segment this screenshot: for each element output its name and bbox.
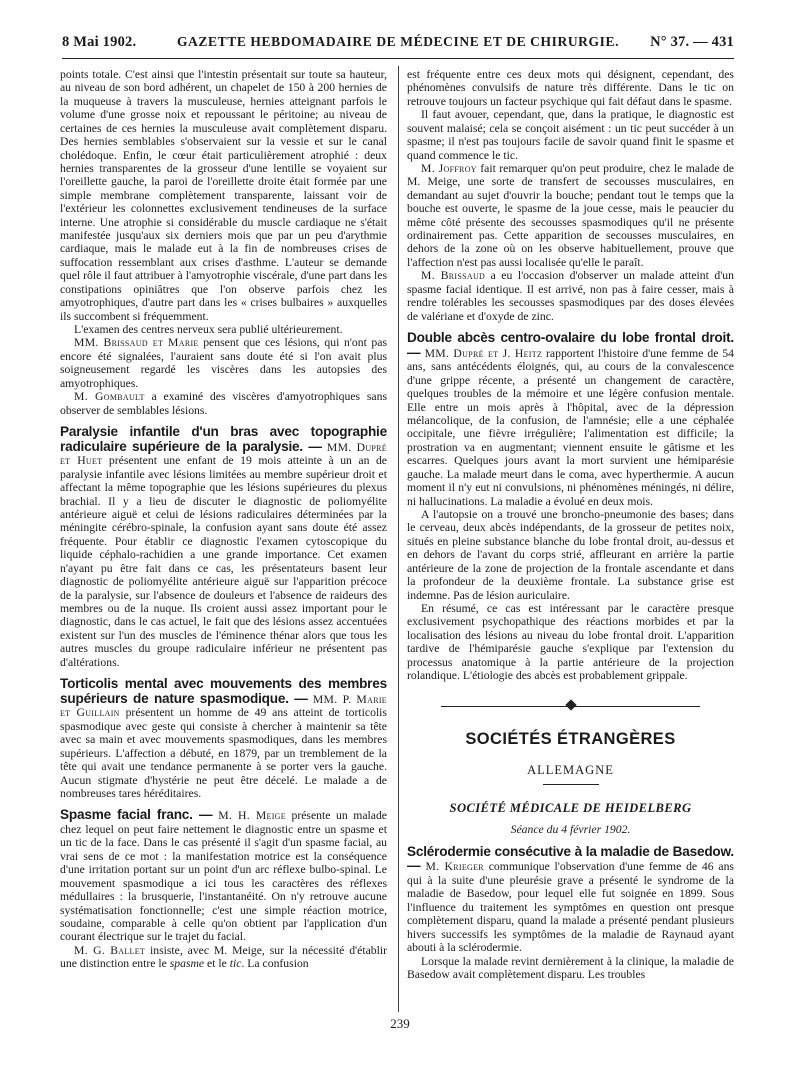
author-names: MM. Brissaud et Marie (74, 336, 199, 350)
paragraph (407, 162, 734, 269)
article-abces (407, 331, 734, 508)
italic-term: spasme (169, 957, 205, 971)
author-names: M. H. Meige (212, 809, 286, 823)
article-paralysie (60, 425, 387, 669)
paragraph-text: présentent une enfant de 19 mois atteinte à un an de paralysie infantile avec lésions limitées au membre supérieur droit et affectant la même topographie que les lésions supérieures du plexus brachial. Il y a lieu de discuter le diagnostic de poliomyélite antérieure aiguë et celui de lésions radiculaires déterminées par la méningite cérébro-spinale, la confusion ayant sans doute été assez fréquente. Pour établir ce diagnostic l'examen cytoscopique du liquide céphalo-rachidien a une grande importance. Cet examen n'ayant pu être fait dans ce cas, les présentateurs basent leur diagnostic de poliomyélite antérieure aiguë sur l'apparition précoce de la paralysie, sur l'absence de douleurs et l'absence de raideurs des membres ou de la nuque. Ils croient aussi assez important pour le diagnostic, dans le cas actuel, le fait que des lésions assez accentuées existent sur l'un des muscles de l'éminence thénar alors que tous les autres muscles du groupe radiculaire inférieur ne présentent pas d'altérations. (60, 454, 387, 669)
header-rule (62, 58, 734, 59)
left-column (60, 68, 387, 971)
paragraph-text: a examiné des viscères d'amyotrophiques sans observer de semblables lésions. (60, 390, 387, 417)
paragraph-text: insiste, avec M. Meige, sur la nécessité d'établir une distinction entre le (60, 943, 387, 971)
section-title: SOCIÉTÉS ÉTRANGÈRES (465, 730, 676, 749)
paragraph-text: fait remarquer qu'on peut produire, chez le malade de M. Meige, une sorte de transfert de secousses musculaires, en demandant au sujet d'ouvrir la bouche; pendant tout le temps que la bouche est ouverte, le spasme de la joue cesse, mais le peaucier du même côté présente des secousses spasmodiques qu'il ne présente ordinairement pas. Cette apparition de secousses musculaires, en dehors de la zone où on les observe habituellement, prouve que l'affection n'est pas aussi localisée qu'elle le paraît. (407, 161, 734, 269)
paragraph-text: pensent que ces lésions, qui n'ont pas encore été signalées, l'auraient sans doute été si l'on avait plus soigneusement regardé les viscères dans les autopsies des amyotrophiques. (60, 336, 387, 390)
author-names: MM. P. Marie et Guillain (60, 692, 387, 720)
author-names: M. Joffroy (421, 161, 477, 175)
page-number: 239 (390, 1016, 410, 1031)
paragraph: En résumé, ce cas est intéressant par le caractère presque exclusivement psychopathique des réactions morbides et par la localisation des lésions au niveau du lobe frontal droit. L'apparition tardive de l'hémiparésie gauche s'explique par l'extension du processus anatomique à la partie antérieure de la projection rolandique. L'étiologie des abcès est probablement grippale. (407, 601, 734, 683)
society-title: SOCIÉTÉ MÉDICALE DE HEIDELBERG (449, 800, 692, 815)
article-heading: Double abcès centro-ovalaire du lobe frontal droit. — (407, 330, 734, 360)
author-names: M. G. Ballet (74, 943, 146, 957)
paragraph-text: rapportent l'histoire d'une femme de 54 ans, sans antécédents éloignés, qui, au cours de la convalescence d'une grippe récente, a présenté un changement de caractère, quelques troubles de la mémoire et une légère confusion mentale. Elle entre un mois après à l'hôpital, avec de la dépression mélancolique, de la confusion, de l'amnésie; elle a une céphalée occipitale, une fièvre irrégulière; l'alimentation est difficile; la prostration va en augmentant; viennent ensuite le gâtisme et les escarres. Quelques jours avant la mort survient une hémiparésie gauche. La malade meurt dans le coma, avec hyperthermie. A aucun moment il n'y eut ni convulsions, ni phénomènes méningés, ni délire, ni hallucinations. La maladie a évolué en deux mois. (407, 346, 734, 508)
article-heading: Paralysie infantile d'un bras avec topographie radiculaire supérieure de la paralysie. — (60, 423, 387, 454)
running-header (62, 34, 734, 56)
italic-term: tic (229, 957, 242, 971)
section-ornament (407, 698, 734, 716)
paragraph (407, 269, 734, 323)
paragraph-text: . La confusion (241, 957, 309, 971)
paragraph (60, 390, 387, 417)
issue-date: 8 Mai 1902. (62, 34, 137, 50)
author-names: MM. Dupré et J. Heitz (420, 346, 543, 360)
country-heading: ALLEMAGNE (527, 763, 614, 778)
article-torticolis (60, 677, 387, 800)
journal-title: GAZETTE HEBDOMADAIRE DE MÉDECINE ET DE CHIRURGIE. (176, 34, 620, 49)
paragraph (60, 944, 387, 971)
paragraph: Lorsque la malade revint dernièrement à la clinique, la maladie de Basedow avait complètement disparu. Les troubles (407, 954, 734, 981)
paragraph: est fréquente entre ces deux mots qui désignent, cependant, des phénomènes convulsifs de nature très différente. Dans le tic on retrouve toujours un facteur psychique qui fait défaut dans le spasme. (407, 68, 734, 108)
short-rule (543, 784, 599, 785)
paragraph-text: présentent un homme de 49 ans atteint de torticolis spasmodique avec geste qui consiste à chercher à maintenir sa tête avec sa main et avec mouvements spasmodiques, dans les membres supérieurs. L'affection a débuté, en 1879, par un tremblement de la tête qui avait une tendance permanente à se porter vers la gauche. Aucun stigmate d'hystérie ne peut être décelé. Le malade a de nombreuses tares héréditaires. (60, 706, 387, 800)
paragraph: A l'autopsie on a trouvé une broncho-pneumonie des bases; dans le cerveau, deux abcès indépendants, de la grosseur de petites noix, situés en pleine substance blanche du lobe frontal droit, au-dessus et en dehors de l'avant du corps strié, affleurant en arrière la partie antérieure de la zone de projection de la frontale ascendante et dans la profondeur de la deuxième frontale. La substance grise est indemne. Pas de lésion auriculaire. (407, 508, 734, 602)
column-divider (398, 66, 399, 1012)
author-names: M. Gombault (74, 390, 145, 404)
author-names: M. Brissaud (421, 269, 486, 283)
article-heading: Torticolis mental avec mouvements des membres supérieurs de nature spasmodique. — (60, 676, 387, 706)
author-names: MM. Dupré et Huet (60, 440, 387, 468)
article-heading: Spasme facial franc. — (60, 807, 213, 823)
right-column (407, 68, 734, 981)
article-spasme (60, 808, 387, 943)
article-sclerodermie (407, 845, 734, 955)
issue-number: N° 37. — 431 (650, 34, 734, 50)
paragraph: L'examen des centres nerveux sera publié ultérieurement. (74, 323, 343, 337)
paragraph-text: présente un malade chez lequel on peut faire nettement le diagnostic entre un spasme et un tic de la face. Dans le cas présenté il s'agit d'un spasme facial, au vrai sens de ce mot : la manifestation motrice est la conséquence d'une irritation portant sur un point d'un arc réflexe bulbo-spinal. Le mouvement spasmodique a ici tous les caractères des réflexes médullaires : la brusquerie, l'instantanéité. On n'y retrouve aucune systématisation fonctionnelle; c'est une simple réaction motrice, soudaine, comparable à celle qu'on obtient par l'application d'un courant électrique sur le trajet du facial. (60, 809, 387, 944)
article-heading: Sclérodermie consécutive à la maladie de Basedow. — (407, 843, 734, 874)
diamond-icon (565, 700, 576, 711)
paragraph-text: a eu l'occasion d'observer un malade atteint d'un spasme facial identique. Il est arrivé, non pas à faire cesser, mais à rendre tolérables les secousses spasmodiques par des doses élevées de valériane et d'oxyde de zinc. (407, 269, 734, 323)
session-date: Séance du 4 février 1902. (510, 823, 631, 837)
paragraph (60, 336, 387, 390)
paragraph-text: et le (204, 957, 230, 971)
paragraph: points totale. C'est ainsi que l'intestin présentait sur toute sa hauteur, au niveau de son bord adhérent, un chapelet de 150 à 200 hernies de la muqueuse à travers la musculeuse, hernies atteignant parfois le volume d'une grosse noix et repoussant le péritoine; au niveau de certaines de ces hernies la musculeuse avait complètement disparu. Des hernies semblables s'observaient sur la vessie et sur le canal cholédoque. Enfin, le cœur était particulièrement atrophié : deux hernies transparentes de la grosseur d'une lentille se voyaient sur l'oreillette gauche, la paroi de l'oreillette droite était formée par une simple membrane complètement transparente, laissant voir de l'extérieur les colonnettes exclusivement tendineuses de la surface interne. Une atrophie si considérable du muscle cardiaque ne s'était manifestée jusqu'aux six derniers mois que par un peu d'arythmie cardiaque, mais le malade eut à la fin de nombreuses crises de suffocation ressemblant aux crises d'asthme. L'auteur se demande quel rôle il faut attribuer à l'amyotrophie viscérale, d'une part dans les constipations opiniâtres que l'on observe parfois chez les amyotrophiques, d'autre part dans les « crises bulbaires » auxquelles ils succombent si fréquemment. (60, 68, 387, 323)
author-names: M. Krieger (420, 860, 484, 874)
paragraph-text: communique l'observation d'une femme de 46 ans qui à la suite d'une pleurésie grave a présenté le syndrome de la maladie de Basedow, pour lequel elle fut soignée en 1899. Sous l'influence du traitement les symptômes en question ont presque complètement disparu, quand la malade a présenté pendant plusieurs hivers successifs les symptômes de la maladie de Raynaud ayant abouti à la sclérodermie. (407, 860, 734, 955)
paragraph: Il faut avouer, cependant, que, dans la pratique, le diagnostic est souvent malaisé; cela se conçoit aisément : un tic peut succéder à un spasme; il n'est pas toujours facile de savoir quand finit le spasme et quand commence le tic. (407, 108, 734, 162)
